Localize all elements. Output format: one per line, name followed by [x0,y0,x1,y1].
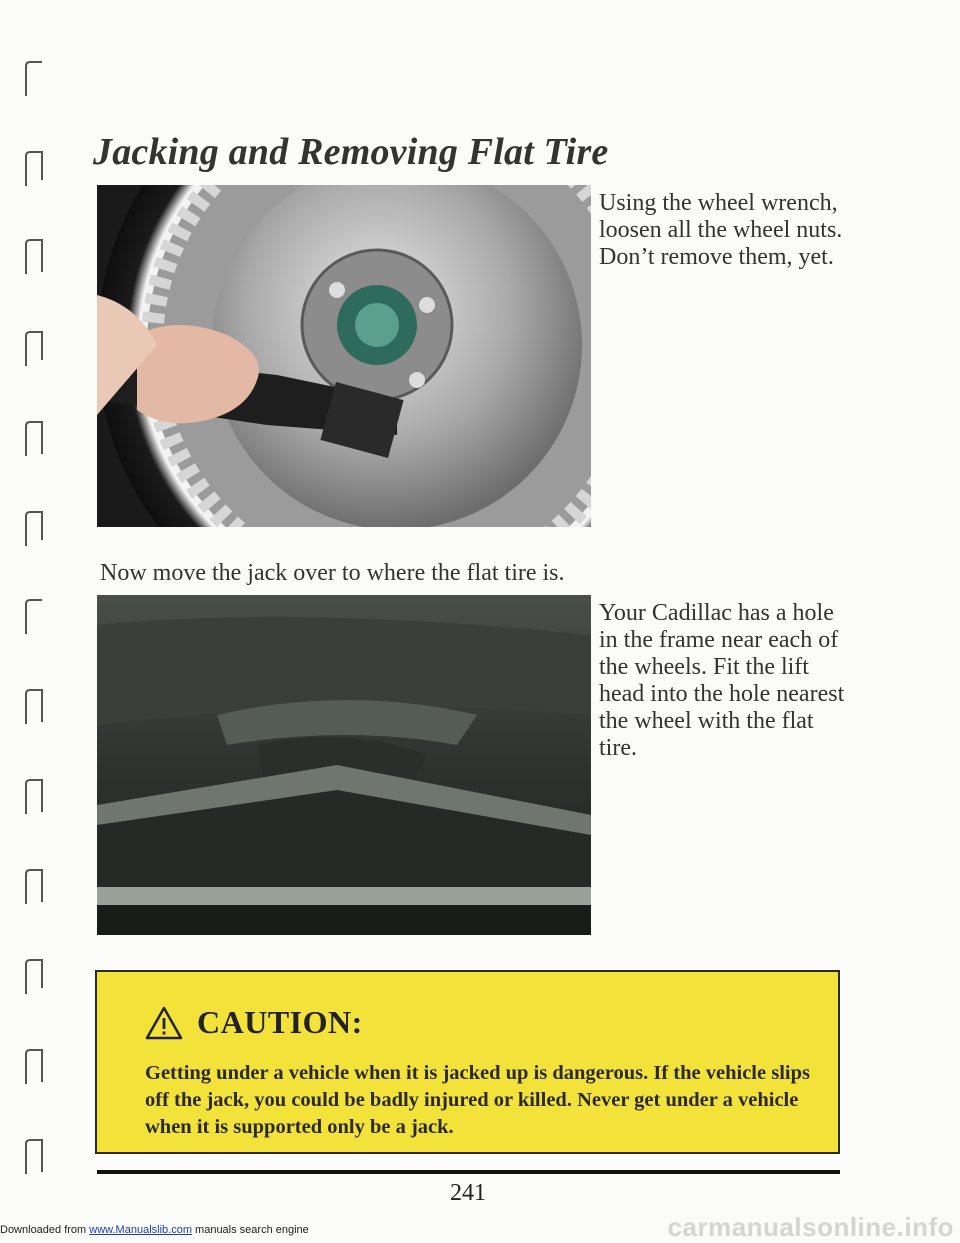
wheel-wrench-photo [97,185,591,527]
move-jack-instruction: Now move the jack over to where the flat tire is. [100,560,565,586]
site-watermark: carmanualsonline.info [667,1212,954,1242]
binder-hole-icon [22,238,48,276]
caution-heading [145,1004,363,1041]
warning-triangle-icon [145,1006,183,1040]
watermark-suffix: manuals search engine [191,1224,309,1236]
binder-hole-icon [22,598,48,636]
binder-hole-icon [22,60,48,98]
binder-hole-icon [22,868,48,906]
caution-label: CAUTION: [197,1004,363,1040]
caution-box [95,970,840,1154]
binder-hole-icon [22,688,48,726]
binder-hole-icon [22,1138,48,1176]
footer-rule [97,1170,840,1174]
page-number: 241 [450,1180,486,1206]
lift-head-instruction: Your Cadillac has a hole in the frame near each of the wheels. Fit the lift head into the hole nearest the wheel with the flat tire. [599,600,845,761]
binder-hole-icon [22,1048,48,1086]
binder-hole-icon [22,150,48,188]
manualslib-link[interactable]: www.Manualslib.com [89,1224,192,1236]
caution-text: Getting under a vehicle when it is jacked up is dangerous. If the vehicle slips off the jack, you could be badly injured or killed. Never get under a vehicle when it is supported only be a jack. [145,1062,810,1138]
watermark-prefix: Downloaded from [0,1224,90,1236]
binder-hole-icon [22,510,48,548]
binder-hole-icon [22,958,48,996]
binder-hole-icon [22,778,48,816]
jack-frame-photo [97,595,591,935]
wrench-instruction: Using the wheel wrench, loosen all the wheel nuts. Don’t remove them, yet. [599,190,843,270]
binder-hole-icon [22,420,48,458]
binder-hole-icon [22,330,48,368]
page-title: Jacking and Removing Flat Tire [93,131,609,173]
